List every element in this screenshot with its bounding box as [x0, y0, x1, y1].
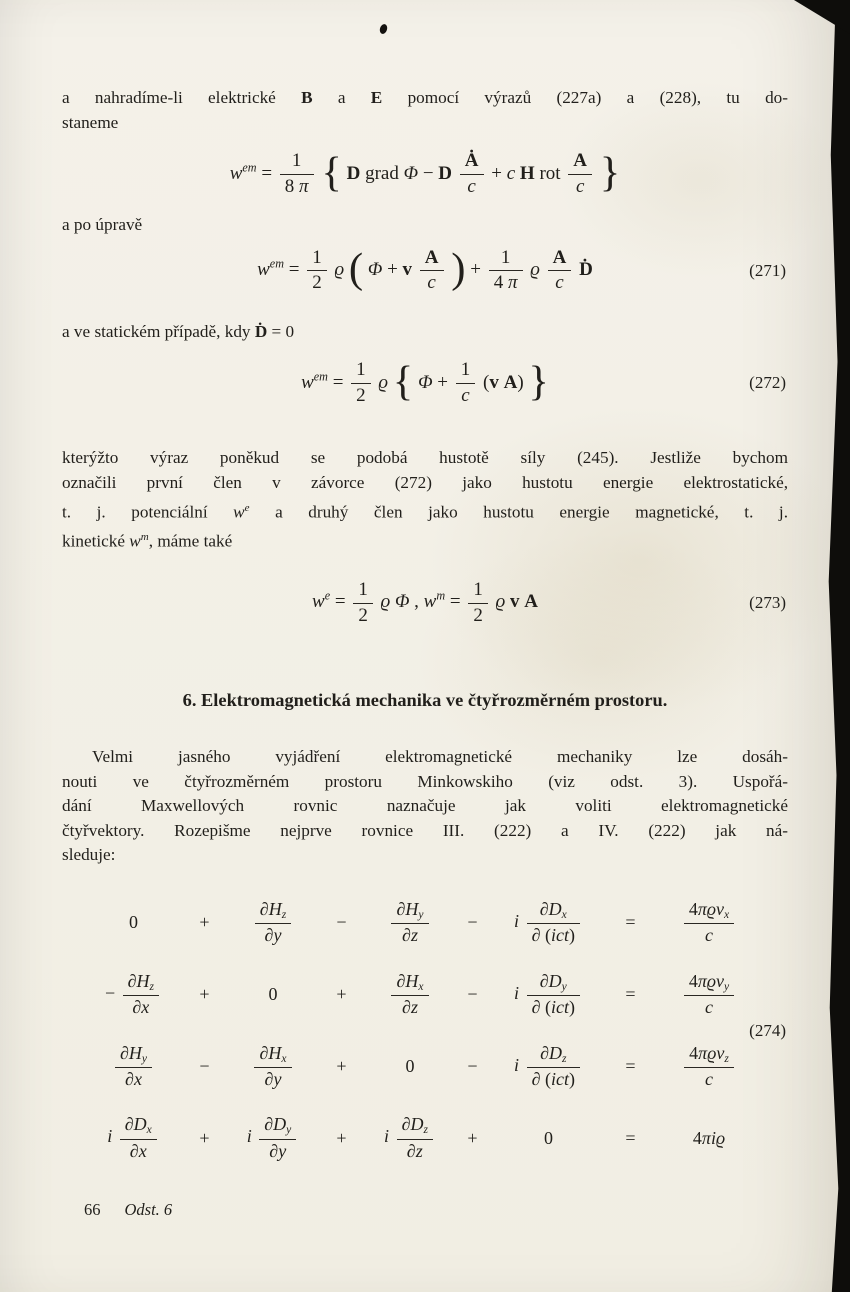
fraction	[468, 580, 488, 626]
fraction	[307, 248, 327, 294]
ink-speck	[379, 23, 389, 35]
fraction-denominator: 2	[473, 604, 483, 626]
fraction	[527, 972, 580, 1018]
fraction-numerator: 1	[307, 248, 327, 272]
fraction-numerator: 1	[353, 580, 373, 604]
equation-term: −	[467, 1055, 478, 1076]
fraction	[115, 1044, 152, 1090]
fraction	[456, 360, 476, 406]
equation-number: (274)	[749, 1020, 786, 1040]
equation-term: =	[625, 1055, 636, 1076]
fraction-denominator: ∂z	[402, 997, 418, 1018]
fraction	[527, 1044, 580, 1090]
equation-term: 0	[129, 912, 138, 933]
text-line: Velmi jasného vyjádření elektromagnetické mechaniky lze dosáh-	[92, 747, 788, 767]
fraction	[254, 1044, 291, 1090]
equation-term: 0	[405, 1055, 415, 1076]
fraction-denominator: ∂ (ict)	[531, 1068, 575, 1089]
equation-term: +	[336, 1055, 347, 1076]
equation-term: i $\frac{\partial Dx}{\text{∂ (ict)}}$	[514, 900, 583, 946]
equation-term	[681, 900, 737, 946]
fraction	[684, 972, 734, 1018]
fraction-denominator: c	[467, 175, 476, 197]
fraction-denominator: c	[555, 272, 564, 294]
fraction	[489, 248, 523, 294]
fraction	[527, 900, 580, 946]
equation-term: =	[625, 984, 636, 1005]
fraction-numerator: ∂Dz	[527, 1044, 580, 1068]
fraction-numerator: ∂Hz	[123, 972, 159, 996]
equation-term	[681, 972, 737, 1018]
fraction-numerator: ∂Dx	[527, 900, 580, 924]
fraction	[255, 900, 291, 946]
fraction	[259, 1115, 296, 1161]
fraction-denominator: c	[461, 384, 470, 406]
fraction-denominator: ∂ (ict)	[531, 925, 575, 946]
equation-term: −	[336, 912, 347, 933]
fraction-denominator: ∂z	[406, 1140, 423, 1161]
equation-term: −	[199, 1055, 210, 1076]
fraction-denominator: ∂x	[125, 1068, 142, 1089]
text-line: čtyřvektory. Rozepišme nejprve rovnice III. (222) a IV. (222) jak ná-	[62, 820, 788, 840]
fraction	[353, 580, 373, 626]
fraction-denominator: ∂ (ict)	[531, 997, 575, 1018]
text-line: nouti ve čtyřrozměrném prostoru Minkowskiho (viz odst. 3). Uspořá-	[62, 771, 788, 791]
equation-term: i $\frac{\partial Dz}{\partial z}$	[384, 1115, 436, 1161]
equation-271	[62, 245, 788, 294]
fraction	[120, 1115, 157, 1161]
fraction-denominator: c	[704, 997, 713, 1018]
equation-term: +	[199, 984, 210, 1005]
fraction-numerator: 1	[489, 248, 523, 272]
fraction-numerator: 1	[351, 360, 371, 384]
fraction	[420, 248, 444, 294]
fraction-denominator: ∂y	[269, 1140, 287, 1161]
fraction-numerator: ∂Dz	[397, 1115, 433, 1139]
equation-number: (271)	[749, 260, 786, 280]
fraction-numerator: A	[548, 248, 572, 272]
equation-math: $w^{em}$ = $\frac{1}{2}$ ϱ ( Φ + v $\frac{A}{c}$ ) + $\frac{1}{4 \pi}$ ϱ $\frac{A}{c}$ Ḋ	[257, 245, 593, 294]
fraction-numerator: ∂Hy	[391, 900, 428, 924]
page-number: 66	[84, 1200, 101, 1219]
page-content	[62, 86, 788, 1161]
equation-number: (272)	[749, 373, 786, 393]
fraction-numerator: 1	[456, 360, 476, 384]
equation-272	[62, 357, 788, 406]
fraction	[123, 972, 159, 1018]
fraction-denominator: ∂z	[402, 925, 418, 946]
equation-term: +	[199, 1127, 210, 1148]
lead-po-uprave: a po úpravě	[62, 215, 143, 235]
fraction-numerator: ∂Dy	[527, 972, 580, 996]
fraction-denominator: c	[705, 1068, 713, 1089]
equation-term: =	[625, 912, 636, 933]
fraction-numerator: ∂Hz	[255, 900, 291, 924]
fraction-numerator: ∂Dy	[259, 1115, 296, 1139]
fraction-denominator: 2	[356, 384, 366, 406]
lead-static-case: a ve statickém případě, kdy Ḋ = 0	[62, 321, 295, 341]
text-line: dání Maxwellových rovnic naznačuje jak voliti elektromagnetické	[62, 796, 788, 816]
fraction-denominator: 2	[312, 272, 322, 294]
fraction-numerator: 1	[468, 580, 488, 604]
fraction-numerator: 4πϱvy	[684, 972, 734, 996]
equation-term: 0	[544, 1127, 553, 1148]
equation-wem	[62, 148, 788, 197]
equation-term: i $\frac{\partial Dz}{\text{∂ (ict)}}$	[514, 1044, 583, 1090]
fraction-numerator: ∂Dx	[120, 1115, 157, 1139]
paragraph-minkowski	[62, 745, 788, 868]
text-line: označili první člen v závorce (272) jako hustotu energie elektrostatické,	[62, 473, 788, 493]
text-line: kinetické $w^m$, máme také	[62, 530, 233, 551]
equation-term: +	[336, 1127, 347, 1148]
text-line: a nahradíme-li elektrické B a E pomocí výrazů (227a) a (228), tu do-	[62, 88, 788, 107]
fraction-numerator: 1	[280, 151, 314, 175]
equation-term	[251, 1044, 294, 1090]
fraction	[397, 1115, 433, 1161]
equation-term: 4πiϱ	[692, 1127, 726, 1148]
equation-term	[388, 972, 431, 1018]
equation-273	[62, 580, 788, 626]
equation-term: 0	[268, 984, 278, 1005]
equation-term	[388, 900, 431, 946]
equation-term: i $\frac{\partial Dx}{\partial x}$	[107, 1115, 160, 1161]
equation-term	[112, 1044, 155, 1090]
fraction	[351, 360, 371, 406]
fraction-numerator: 4πϱvx	[684, 900, 734, 924]
fraction-numerator: Ȧ	[460, 151, 484, 175]
fraction-denominator: 8 π	[284, 175, 309, 197]
text-line: sleduje:	[62, 845, 116, 865]
text-line: kterýžto výraz poněkud se podobá hustotě síly (245). Jestliže bychom	[62, 448, 788, 468]
fraction-denominator: ∂y	[264, 1068, 282, 1089]
equation-number: (273)	[749, 593, 786, 613]
fraction	[548, 248, 572, 294]
equation-term: +	[199, 912, 210, 933]
equation-term: −	[467, 984, 478, 1005]
equation-term	[252, 900, 294, 946]
equation-math: $w^e$ = $\frac{1}{2}$ ϱ Φ , $w^m$ = $\frac{1}{2}$ ϱ v A	[312, 579, 538, 626]
equation-grid	[62, 900, 788, 1161]
fraction	[568, 151, 592, 197]
scan-edge-right	[824, 0, 850, 1292]
section-reference: Odst. 6	[124, 1200, 173, 1219]
equation-term: +	[336, 984, 347, 1005]
fraction	[391, 972, 428, 1018]
equation-system-274	[62, 900, 788, 1161]
fraction-numerator: A	[420, 248, 444, 272]
page-footer	[84, 1200, 172, 1220]
fraction	[280, 151, 314, 197]
paragraph-discussion	[62, 446, 788, 554]
fraction-denominator: 2	[358, 604, 368, 626]
fraction-denominator: ∂x	[132, 997, 150, 1018]
equation-math: $w^{em}$ = $\frac{1}{2}$ ϱ { Φ + $\frac{1}{c}$ (v A) }	[301, 357, 549, 406]
paragraph-intro	[62, 86, 788, 135]
equation-term: − $\frac{\partial Hz}{\partial x}$	[105, 972, 162, 1018]
fraction-denominator: ∂y	[264, 925, 282, 946]
fraction-numerator: A	[568, 151, 592, 175]
fraction-numerator: ∂Hx	[391, 972, 428, 996]
fraction-numerator: ∂Hy	[115, 1044, 152, 1068]
fraction	[684, 900, 734, 946]
fraction	[391, 900, 428, 946]
fraction-denominator: ∂x	[129, 1140, 147, 1161]
text-line: staneme	[62, 112, 119, 132]
fraction	[684, 1044, 734, 1090]
equation-term	[681, 1044, 737, 1090]
fraction-denominator: c	[704, 925, 713, 946]
equation-term: i $\frac{\partial Dy}{\partial y}$	[247, 1115, 300, 1161]
equation-term: i $\frac{\partial Dy}{\text{∂ (ict)}}$	[514, 972, 583, 1018]
fraction-numerator: 4πϱvz	[684, 1044, 734, 1068]
fraction-denominator: c	[575, 175, 585, 197]
fraction-denominator: 4 π	[493, 272, 518, 294]
equation-term: =	[625, 1127, 636, 1148]
fraction	[460, 151, 484, 197]
text-line: t. j. potenciální $w^e$ a druhý člen jako hustotu energie magnetické, t. j.	[62, 501, 788, 522]
fraction-numerator: ∂Hx	[254, 1044, 291, 1068]
equation-term: −	[467, 912, 478, 933]
section-heading: 6. Elektromagnetická mechanika ve čtyřrozměrném prostoru.	[182, 690, 668, 711]
equation-term: +	[467, 1127, 478, 1148]
fraction-denominator: c	[427, 272, 436, 294]
equation-math: $w^{em}$ = $\frac{1}{8 \pi}$ { D grad Φ − D $\frac{Ȧ}{c}$ + c H rot $\frac{A}{c}$ }	[229, 148, 621, 197]
